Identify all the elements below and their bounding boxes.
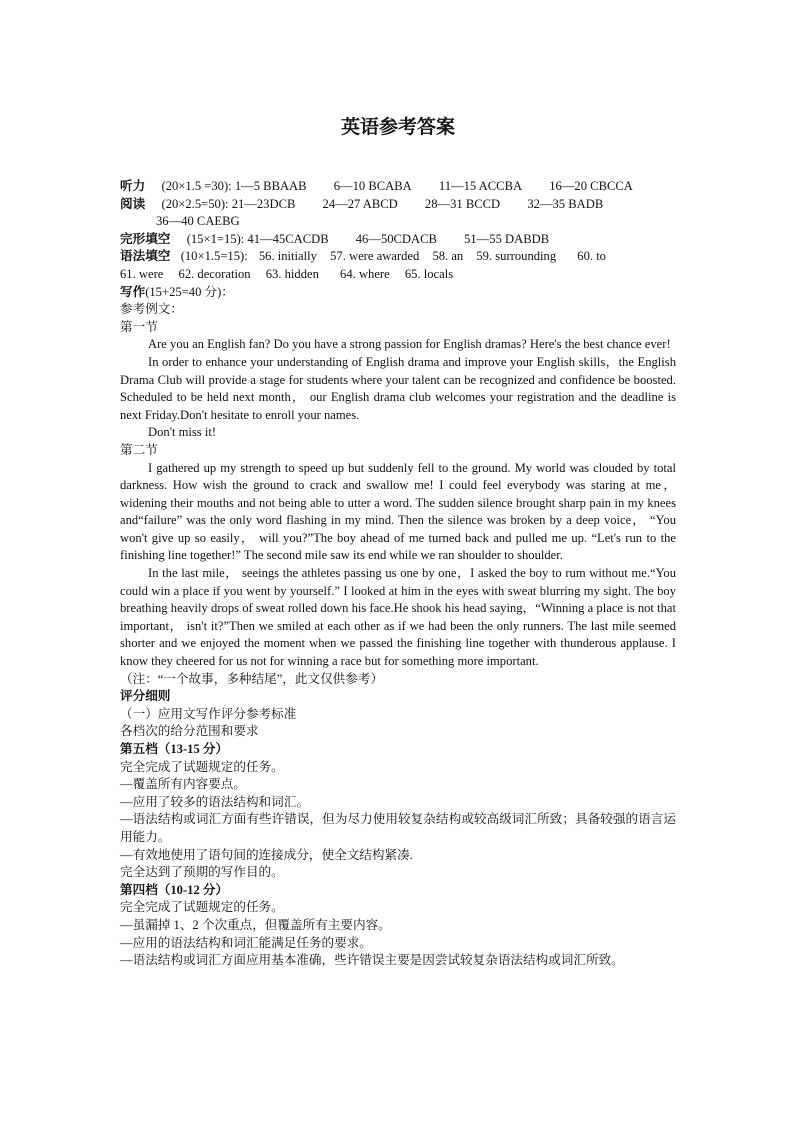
grading-subsection: （一）应用文写作评分参考标准 xyxy=(120,706,297,721)
section2-label: 第二节 xyxy=(120,442,158,457)
tier-line: 完全达到了预期的写作目的。 xyxy=(120,865,284,880)
tier-line: —有效地使用了语句间的连接成分，使全文结构紧凑. xyxy=(120,847,413,862)
section1-label: 第一节 xyxy=(120,319,158,334)
answer-row-grammar xyxy=(120,248,676,266)
answer-group: 41—45CACDB xyxy=(247,231,329,246)
tier-line: —语法结构或词汇方面有些许错误，但为尽力使用较复杂结构或较高级词汇所致；具备较强的语言运用能力。 xyxy=(120,812,676,844)
answer-group: 58. an xyxy=(432,249,464,264)
answer-group: 60. to xyxy=(577,249,606,264)
grading-header: 评分细则 xyxy=(120,689,171,704)
answer-group: 56. initially xyxy=(258,249,317,264)
answer-group: 63. hidden xyxy=(265,266,319,281)
scoring: (15+25=40 分)： xyxy=(145,284,234,299)
document-body xyxy=(120,178,676,970)
scoring: (10×1.5=15): xyxy=(180,249,248,264)
answer-row-cloze xyxy=(120,231,676,249)
answer-group: 6—10 BCABA xyxy=(333,179,412,193)
essay-paragraph: I gathered up my strength to speed up but suddenly fell to the ground. My world was clouded by total darkness. How wish the ground to crack and swallow me! I could feel everybody was staring at me， widening their mouths and not being able to utter a word. The sudden silence brought sharp pain in my knees and“failure” was the only word flashing in my mind. Then the silence was broken by a deep voice， “You won't give up so easily， will you?”The boy ahead of me turned back and pulled me up. “Let's run to the finishing line together!” The second mile saw its end while we ran shoulder to shoulder. xyxy=(120,460,676,563)
tier-line: —应用的语法结构和词汇能满足任务的要求。 xyxy=(120,935,372,950)
tier-line: 完全完成了试题规定的任务。 xyxy=(120,759,284,774)
essay-paragraph: Are you an English fan? Do you have a strong passion for English dramas? Here's the best chance ever! xyxy=(148,337,671,352)
answer-group: 51—55 DABDB xyxy=(464,231,550,246)
answer-row-listening xyxy=(120,178,676,196)
answer-group: 32—35 BADB xyxy=(527,196,604,211)
answer-group: 28—31 BCCD xyxy=(424,196,501,211)
answer-group: 46—50CDACB xyxy=(355,231,437,246)
tier-line: —语法结构或词汇方面应用基本准确，些许错误主要是因尝试较复杂语法结构或词汇所致。 xyxy=(120,953,624,968)
section-label: 完形填空 xyxy=(120,231,171,246)
tier-label: 第五档（13-15 分） xyxy=(120,742,229,756)
writing-header xyxy=(120,284,676,302)
answer-group: 61. were xyxy=(120,266,164,281)
answer-group: 36—40 CAEBG xyxy=(156,214,240,229)
essay-note: （注：“一个故事，多种结尾”，此文仅供参考） xyxy=(120,671,384,686)
answer-row-reading-cont xyxy=(120,213,676,231)
tier-label: 第四档（10-12 分） xyxy=(120,882,229,897)
answer-group: 1—5 BBAAB xyxy=(234,179,307,193)
section-label: 阅读 xyxy=(120,196,146,211)
answer-group: 65. locals xyxy=(404,266,454,281)
answer-group: 59. surrounding xyxy=(476,249,557,264)
essay-paragraph: In the last mile， seeings the athletes passing us one by one，I asked the boy to rum without me.“You could win a place if you went by yourself.” I looked at him in the eyes with sweat blurring my sight. The boy breathing heavily drops of sweat rolled down his face.He shook his head saying，“Winning a place is not that important， isn't it?”Then we smiled at each other as if we had been the only runners. The last mile seemed shorter and we enjoyed the moment when we passed the finishing line together with thunderous applause. I know they cheered for us not for winning a race but for something more important. xyxy=(120,566,676,669)
answer-group: 57. were awarded xyxy=(330,249,420,264)
tier-line: 完全完成了试题规定的任务。 xyxy=(120,900,284,915)
answer-group: 62. decoration xyxy=(178,266,251,281)
answer-group: 64. where xyxy=(340,266,390,281)
tier-line: —覆盖所有内容要点。 xyxy=(120,777,246,792)
answer-group: 24—27 ABCD xyxy=(322,196,398,211)
page-title: 英语参考答案 xyxy=(340,117,455,138)
essay-paragraph: In order to enhance your understanding of English drama and improve your English skills，the English Drama Club will provide a stage for students where your talent can be recognized and confidence be boosted. Scheduled to be held next month， our English drama club welcomes your registration and the deadline is next Friday.Don't hesitate to enroll your names. xyxy=(120,354,676,422)
essay-paragraph: Don't miss it! xyxy=(148,425,217,440)
scoring: (15×1=15): xyxy=(186,231,245,246)
scoring: (20×2.5=50): xyxy=(161,196,229,211)
tier-line: —虽漏掉 1、2 个次重点，但覆盖所有主要内容。 xyxy=(120,917,391,932)
answer-group: 16—20 CBCCA xyxy=(549,179,633,193)
scoring: (20×1.5 =30): xyxy=(161,179,232,193)
answer-group: 11—15 ACCBA xyxy=(438,179,523,193)
tier-line: —应用了较多的语法结构和词汇。 xyxy=(120,794,309,809)
sample-label: 参考例文： xyxy=(120,302,183,317)
answer-row-reading xyxy=(120,196,676,214)
section-label: 语法填空 xyxy=(120,249,171,264)
section-label: 听力 xyxy=(120,179,146,193)
grading-intro: 各档次的给分范围和要求 xyxy=(120,724,259,739)
section-label: 写作 xyxy=(120,284,146,299)
answer-row-grammar-cont xyxy=(120,266,676,284)
answer-group: 21—23DCB xyxy=(231,196,296,211)
